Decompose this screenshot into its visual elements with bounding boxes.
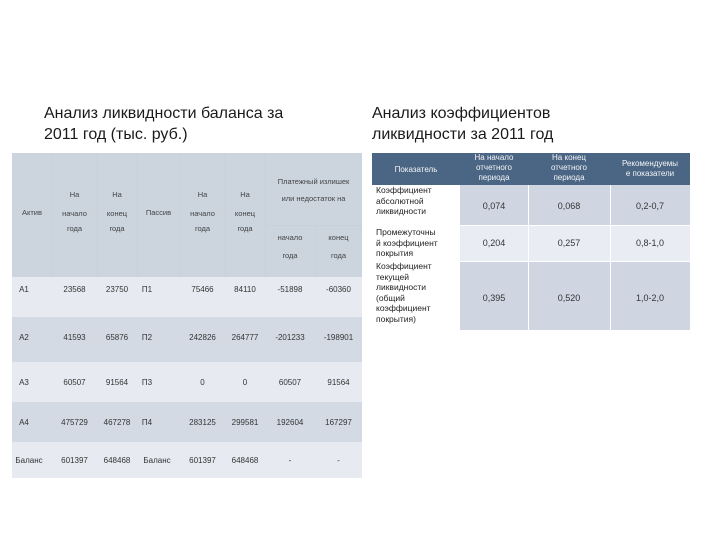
cell-aktiv-end: 91564 (105, 378, 129, 387)
cell-diff-end: -198901 (323, 333, 354, 342)
header-surplus-start-2: года (282, 251, 298, 260)
cell-end: 0,068 (557, 201, 581, 211)
cell-diff-end: - (337, 456, 340, 465)
cell-recommended: 0,8-1,0 (635, 238, 665, 248)
grid-line (460, 225, 690, 226)
cell-passiv-end: 648468 (231, 456, 259, 465)
cell-passiv-end: 0 (242, 378, 248, 387)
header-passiv-end-3: года (237, 224, 253, 233)
cell-start: 0,074 (482, 201, 506, 211)
grid-line (52, 153, 53, 277)
cell-passiv-end: 84110 (234, 285, 256, 294)
grid-line (97, 153, 98, 277)
header-indicator: Показатель (394, 165, 438, 174)
cell-diff-start: 192604 (276, 418, 304, 427)
cell-aktiv: А1 (19, 285, 29, 294)
grid-line (180, 153, 181, 277)
header-surplus-start-1: начало (277, 233, 303, 242)
header-aktiv-end-3: года (109, 224, 125, 233)
header-aktiv-start-1: На (69, 190, 80, 199)
header-surplus-2: или недостаток на (281, 194, 346, 203)
cell-start: 0,395 (482, 293, 506, 303)
header-aktiv: Актив (22, 208, 42, 217)
cell-diff-end: 91564 (327, 378, 350, 387)
cell-passiv-start: 0 (200, 378, 205, 387)
header-passiv-start-3: года (194, 224, 211, 233)
header-aktiv-start-2: начало (62, 209, 87, 218)
cell-start: 0,204 (482, 238, 506, 248)
header-passiv-start-2: начало (190, 209, 215, 218)
grid-line (460, 261, 690, 262)
grid-line (610, 185, 611, 330)
cell-end: 0,257 (557, 238, 581, 248)
title-right: Анализ коэффициентов ликвидности за 2011 год (372, 105, 554, 143)
header-surplus-1: Платежный излишек (277, 177, 350, 186)
header-surplus-end-2: года (330, 251, 347, 260)
cell-aktiv: А2 (19, 333, 29, 342)
grid-line (225, 153, 226, 277)
grid-line (137, 153, 138, 277)
cell-diff-start: -51898 (277, 285, 303, 294)
cell-aktiv-end: 65876 (105, 333, 129, 342)
cell-aktiv-end: 23750 (105, 285, 129, 294)
cell-aktiv-start: 475729 (61, 418, 88, 427)
cell-passiv-start: 283125 (189, 418, 216, 427)
cell-passiv-start: 601397 (189, 456, 216, 465)
cell-passiv-start: 242826 (189, 333, 216, 342)
header-end: На конец отчетного периода (550, 153, 587, 182)
liquidity-balance-table (12, 153, 362, 478)
row-label: Промежуточны й коэффициент покрытия (376, 227, 438, 258)
cell-passiv: Баланс (143, 456, 171, 465)
cell-end: 0,520 (557, 293, 581, 303)
cell-aktiv: Баланс (15, 456, 43, 465)
header-aktiv-start-3: года (66, 224, 83, 233)
cell-passiv: П2 (141, 333, 153, 342)
cell-aktiv-start: 41593 (63, 333, 86, 342)
cell-passiv: П1 (141, 285, 153, 294)
cell-passiv: П3 (141, 378, 153, 387)
cell-passiv: П4 (141, 418, 153, 427)
row-label: Коэффициент абсолютной ликвидности (376, 185, 432, 216)
cell-aktiv-start: 60507 (63, 378, 86, 387)
cell-diff-end: 167297 (325, 418, 352, 427)
grid-line (315, 225, 316, 277)
header-aktiv-end-2: конец (106, 209, 128, 218)
header-passiv-end-2: конец (234, 209, 256, 218)
cell-passiv-end: 299581 (231, 418, 259, 427)
title-left: Анализ ликвидности баланса за 2011 год (тыс. руб.) (44, 105, 284, 143)
cell-aktiv-start: 601397 (61, 456, 88, 465)
cell-passiv-start: 75466 (191, 285, 214, 294)
cell-recommended: 0,2-0,7 (635, 201, 665, 211)
cell-diff-start: - (288, 456, 292, 465)
header-start: На начало отчетного периода (474, 153, 514, 182)
cell-passiv-end: 264777 (231, 333, 259, 342)
cell-diff-start: -201233 (275, 333, 305, 342)
header-recommended: Рекомендуемы е показатели (621, 159, 679, 178)
table-row-band (12, 277, 362, 317)
liquidity-ratios-table (372, 153, 690, 330)
cell-aktiv-end: 467278 (103, 418, 131, 427)
row-label: Коэффициент текущей ликвидности (общий коэффициент покрытия) (376, 261, 432, 324)
grid-line (528, 185, 529, 330)
grid-line (265, 153, 266, 277)
cell-aktiv: А4 (19, 418, 29, 427)
cell-aktiv-start: 23568 (63, 285, 86, 294)
cell-aktiv-end: 648468 (103, 456, 131, 465)
cell-recommended: 1,0-2,0 (635, 293, 665, 303)
header-passiv: Пассив (145, 208, 172, 217)
cell-diff-start: 60507 (278, 378, 302, 387)
header-surplus-end-1: конец (328, 233, 349, 242)
header-passiv-end-1: На (240, 190, 250, 199)
cell-diff-end: -60360 (326, 285, 351, 294)
grid-line (265, 225, 362, 226)
header-aktiv-end-1: На (112, 190, 122, 199)
cell-aktiv: А3 (19, 378, 29, 387)
header-passiv-start-1: На (197, 190, 208, 199)
